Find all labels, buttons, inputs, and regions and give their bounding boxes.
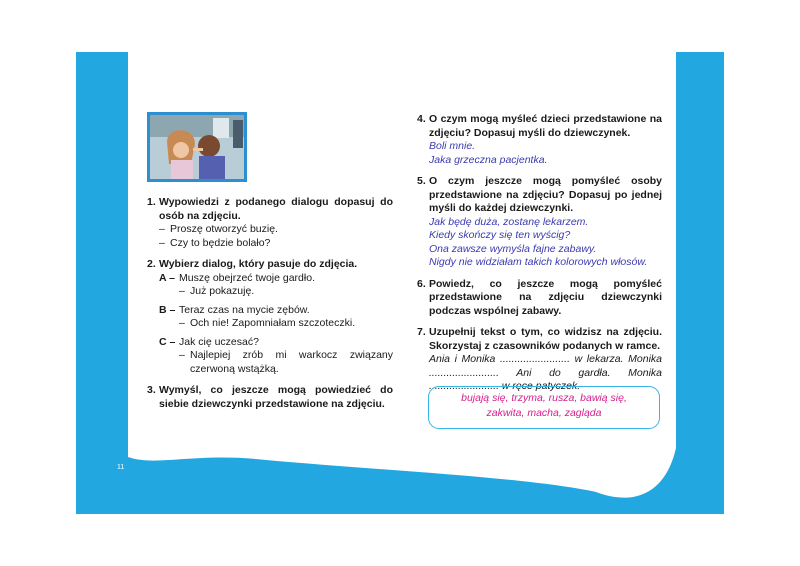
left-column — [147, 196, 393, 419]
exercise-6 — [417, 278, 662, 319]
dialog-letter: B – — [159, 303, 176, 316]
exercise-3 — [147, 384, 393, 411]
exercise-2 — [147, 258, 393, 376]
dialog-letter: C – — [159, 335, 176, 348]
thought-line: Nigdy nie widziałam takich kolorowych włosów. — [429, 256, 648, 268]
dialog-c: C – Jak cię uczesać? – Najlepiej zrób mi warkocz związany czerwoną wstążką. — [159, 335, 393, 375]
dialog-line: Teraz czas na mycie zębów. — [179, 303, 310, 316]
dialog-line: Muszę obejrzeć twoje gardło. — [179, 271, 315, 284]
photo-girls-playing-doctor — [147, 112, 247, 182]
exercise-4 — [417, 113, 662, 167]
dialog-line: Już pokazuję. — [190, 285, 255, 297]
exercise-number: 5. — [417, 175, 426, 187]
page-number: 11 — [117, 464, 125, 471]
thought-line: Jaka grzeczna pacjentka. — [429, 153, 548, 166]
exercise-instruction: O czym mogą myśleć dzieci przedstawione na zdjęciu? Dopasuj myśli do dziewczynek. — [429, 113, 662, 139]
thought-line: Ona zawsze wymyśla fajne zabawy. — [429, 242, 597, 255]
dialog-line: Jak cię uczesać? — [179, 335, 259, 348]
exercise-1: 1. Wypowiedzi z podanego dialogu dopasuj do osób na zdjęciu. – Proszę otworzyć buzię. – Czy to będzie bolało? — [147, 196, 393, 249]
exercise-instruction: Wypowiedzi z podanego dialogu dopasuj do osób na zdjęciu. — [159, 196, 393, 222]
word-box-line: bujają się, trzyma, rusza, bawią się, — [461, 392, 627, 404]
exercise-instruction: Wymyśl, co jeszcze mogą powiedzieć do siebie dziewczynki przedstawione na zdjęciu. — [159, 384, 393, 410]
word-box — [428, 386, 660, 429]
exercise-instruction: O czym jeszcze mogą pomyśleć osoby przedstawione na zdjęciu? Dopasuj po jednej myśli do każdej dziewczynki. — [429, 175, 662, 214]
exercise-7 — [417, 326, 662, 394]
exercise-5 — [417, 175, 662, 270]
word-box-line: zakwita, macha, zagląda — [486, 407, 602, 419]
dialog-a: A – Muszę obejrzeć twoje gardło. – Już pokazuję. — [159, 272, 393, 299]
dialog-line: Proszę otworzyć buzię. — [170, 223, 278, 235]
exercise-number: 7. — [417, 326, 426, 338]
dialog-letter: A – — [159, 271, 175, 284]
exercise-instruction: Uzupełnij tekst o tym, co widzisz na zdjęciu. Skorzystaj z czasowników podanych w ramce. — [429, 326, 662, 352]
fill-in-text: Ania i Monika ........................ w lekarza. Monika ........................ Ani do gardła. Monika ........................ w ręce patyczek. — [429, 353, 662, 392]
exercise-instruction: Wybierz dialog, który pasuje do zdjęcia. — [159, 258, 358, 270]
exercise-number: 2. — [147, 258, 156, 270]
thought-line: Jak będę duża, zostanę lekarzem. — [429, 215, 589, 228]
dialog-line: Czy to będzie bolało? — [170, 236, 271, 249]
dialog-b: B – Teraz czas na mycie zębów. – Och nie! Zapomniałam szczoteczki. — [159, 304, 393, 331]
thought-line: Boli mnie. — [429, 140, 476, 152]
exercise-number: 6. — [417, 277, 426, 290]
exercise-number: 4. — [417, 113, 426, 125]
exercise-number: 3. — [147, 384, 156, 396]
exercise-number: 1. — [147, 196, 156, 208]
exercise-instruction: Powiedz, co jeszcze mogą pomyśleć przedstawione na zdjęciu dziewczynki podczas wspólnej zabawy. — [429, 277, 662, 317]
dialog-line: Najlepiej zrób mi warkocz związany czerwoną wstążką. — [190, 349, 393, 375]
right-column — [417, 113, 662, 402]
dialog-line: Och nie! Zapomniałam szczoteczki. — [190, 317, 356, 329]
thought-line: Kiedy skończy się ten wyścig? — [429, 229, 571, 241]
